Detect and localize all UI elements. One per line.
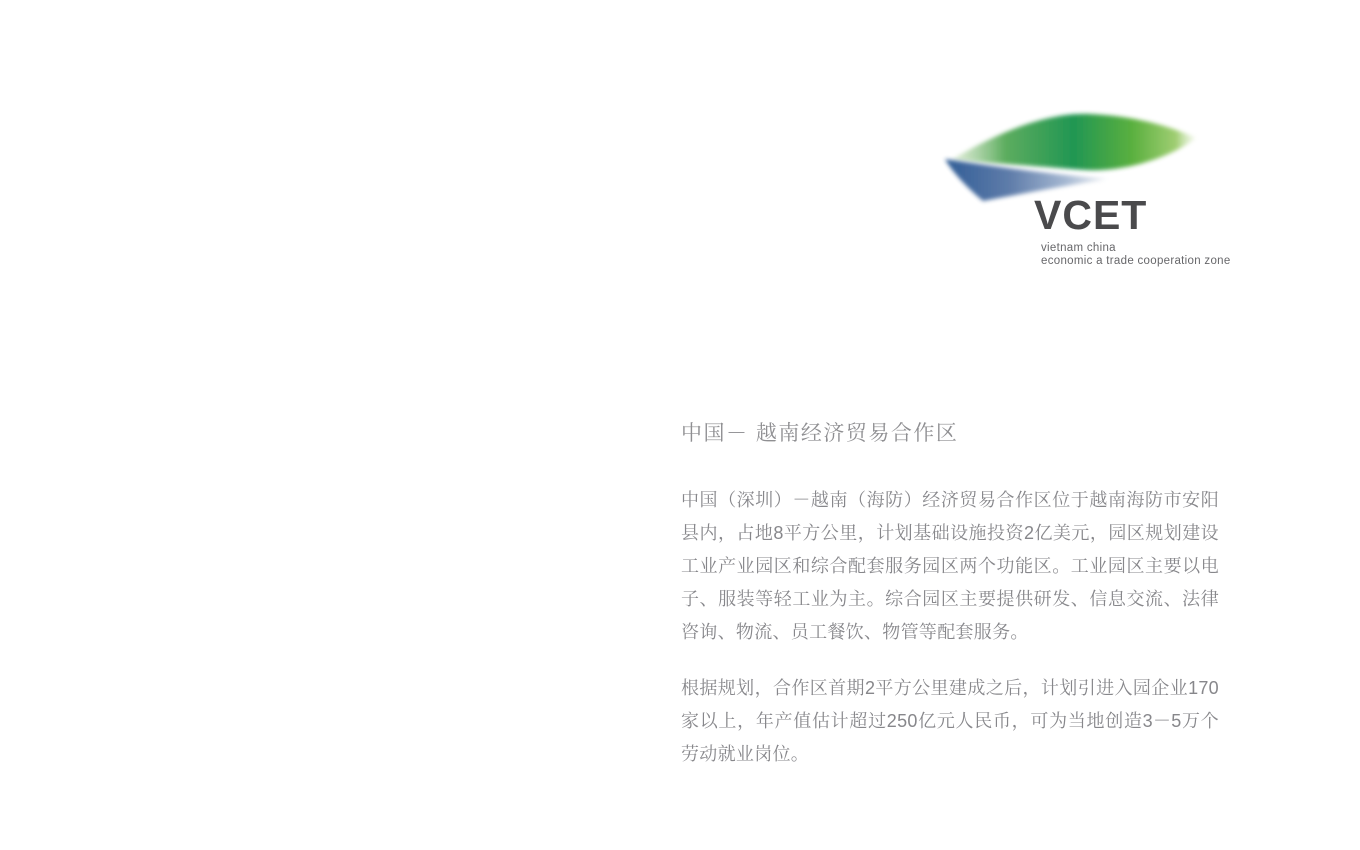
vcet-tagline <box>1041 242 1231 268</box>
vcet-swoosh-icon <box>935 104 1220 206</box>
vcet-tagline-line2: economic a trade cooperation zone <box>1041 255 1231 267</box>
body-paragraph-2: 根据规划，合作区首期2平方公里建成之后，计划引进入园企业170家以上，年产值估计超过250亿元人民币，可为当地创造3－5万个劳动就业岗位。 <box>681 678 1219 764</box>
content-block <box>681 421 1219 771</box>
vcet-wordmark: VCET <box>1034 192 1148 238</box>
blank-left-page <box>0 0 660 850</box>
page-title: 中国－ 越南经济贸易合作区 <box>681 422 959 445</box>
body-paragraph-1: 中国（深圳）－越南（海防）经济贸易合作区位于越南海防市安阳县内，占地8平方公里，计划基础设施投资2亿美元，园区规划建设工业产业园区和综合配套服务园区两个功能区。工业园区主要以电子、服装等轻工业为主。综合园区主要提供研发、信息交流、法律咨询、物流、员工餐饮、物管等配套服务。 <box>681 490 1219 642</box>
vcet-tagline-line1: vietnam china <box>1041 242 1116 254</box>
